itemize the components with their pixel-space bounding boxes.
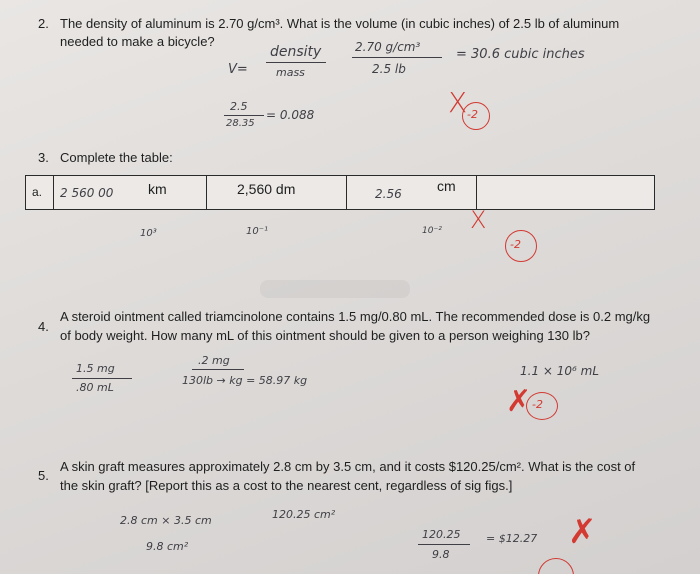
- q5-hw-area: 9.8 cm²: [146, 540, 189, 553]
- q4-number: 4.: [38, 319, 49, 334]
- q5-hw-frac-top: 120.25: [422, 528, 461, 541]
- q4-hw-mid: 130lb → kg = 58.97 kg: [182, 374, 308, 387]
- q2-hw-mass: mass: [276, 66, 305, 79]
- q4-text-line2: of body weight. How many mL of this ointment should be given to a person weighing 130 lb?: [60, 328, 590, 343]
- q3-hw-power-1: 10³: [140, 228, 157, 239]
- q5-hw-rate: 120.25 cm²: [272, 508, 336, 521]
- q2-hw-frac-result: = 0.088: [266, 108, 315, 122]
- table-cell-empty: [477, 176, 654, 209]
- q2-hw-fraction-line-1: [266, 62, 326, 63]
- q5-text-line1: A skin graft measures approximately 2.8 cm by 3.5 cm, and it costs $120.25/cm². What is the cost of: [60, 459, 636, 474]
- q3-grade-x-mark: X: [470, 206, 487, 234]
- q4-hw-bottom: .80 mL: [76, 381, 114, 394]
- q2-hw-frac-top: 2.5: [230, 100, 248, 113]
- table-cell-dm-value: 2,560 dm: [237, 181, 296, 197]
- q3-text: Complete the table:: [60, 150, 173, 165]
- q2-hw-bottom: 2.5 lb: [372, 62, 406, 76]
- q5-hw-fraction-line: [418, 544, 470, 545]
- table-row-label-cell: [26, 176, 54, 209]
- q3-grade-deduction: -2: [510, 238, 521, 251]
- faded-background-text: [260, 280, 410, 298]
- q4-grade-x-mark: ✗: [506, 384, 532, 419]
- table-cell-cm-answer: 2.56: [375, 187, 402, 201]
- q4-hw-mid-top: .2 mg: [198, 354, 230, 367]
- q5-hw-frac-bottom: 9.8: [432, 548, 450, 561]
- q2-grade-x-mark: X: [448, 86, 468, 119]
- q4-hw-answer: 1.1 × 10⁶ mL: [520, 364, 600, 378]
- q2-hw-result: = 30.6 cubic inches: [456, 47, 585, 62]
- q3-hw-power-2: 10⁻¹: [246, 226, 269, 237]
- q2-number: 2.: [38, 16, 49, 31]
- q5-grade-circle-partial: [538, 558, 574, 574]
- q5-hw-result: = $12.27: [486, 532, 538, 545]
- table-cell-dm: [207, 176, 347, 209]
- q3-number: 3.: [38, 150, 49, 165]
- q5-text-line2: the skin graft? [Report this as a cost to the nearest cent, regardless of sig figs.]: [60, 478, 513, 493]
- q4-hw-fraction-line-1: [72, 378, 132, 379]
- q3-hw-power-3: 10⁻²: [422, 226, 442, 236]
- q2-hw-fraction-line-2: [352, 57, 442, 58]
- q5-hw-calc: 2.8 cm × 3.5 cm: [120, 514, 212, 527]
- q4-hw-fraction-line-2: [192, 369, 244, 370]
- q2-text-line2: needed to make a bicycle?: [60, 34, 215, 49]
- q5-grade-x-mark: ✗: [568, 512, 597, 552]
- q2-hw-fraction-line-3: [224, 115, 264, 116]
- q4-hw-top: 1.5 mg: [76, 362, 115, 375]
- table-cell-cm: [347, 176, 477, 209]
- q2-text-line1: The density of aluminum is 2.70 g/cm³. What is the volume (in cubic inches) of 2.5 lb of aluminum: [60, 16, 620, 31]
- q2-hw-v: V=: [228, 62, 248, 77]
- q4-grade-deduction: -2: [532, 398, 543, 411]
- table-row-label: a.: [32, 185, 43, 199]
- table-cell-km: [54, 176, 207, 209]
- table-cell-km-answer: 2 560 00: [60, 186, 114, 200]
- q5-number: 5.: [38, 468, 49, 483]
- q2-hw-density: density: [270, 44, 322, 60]
- q2-hw-frac-bottom: 28.35: [226, 118, 255, 129]
- q2-grade-deduction: -2: [467, 108, 478, 121]
- conversion-table: [25, 175, 655, 210]
- q2-hw-top: 2.70 g/cm³: [355, 40, 421, 54]
- table-cell-cm-unit: cm: [437, 178, 456, 194]
- table-cell-km-unit: km: [148, 181, 167, 197]
- q4-text-line1: A steroid ointment called triamcinolone contains 1.5 mg/0.80 mL. The recommended dose is 0.2 mg/kg: [60, 309, 651, 324]
